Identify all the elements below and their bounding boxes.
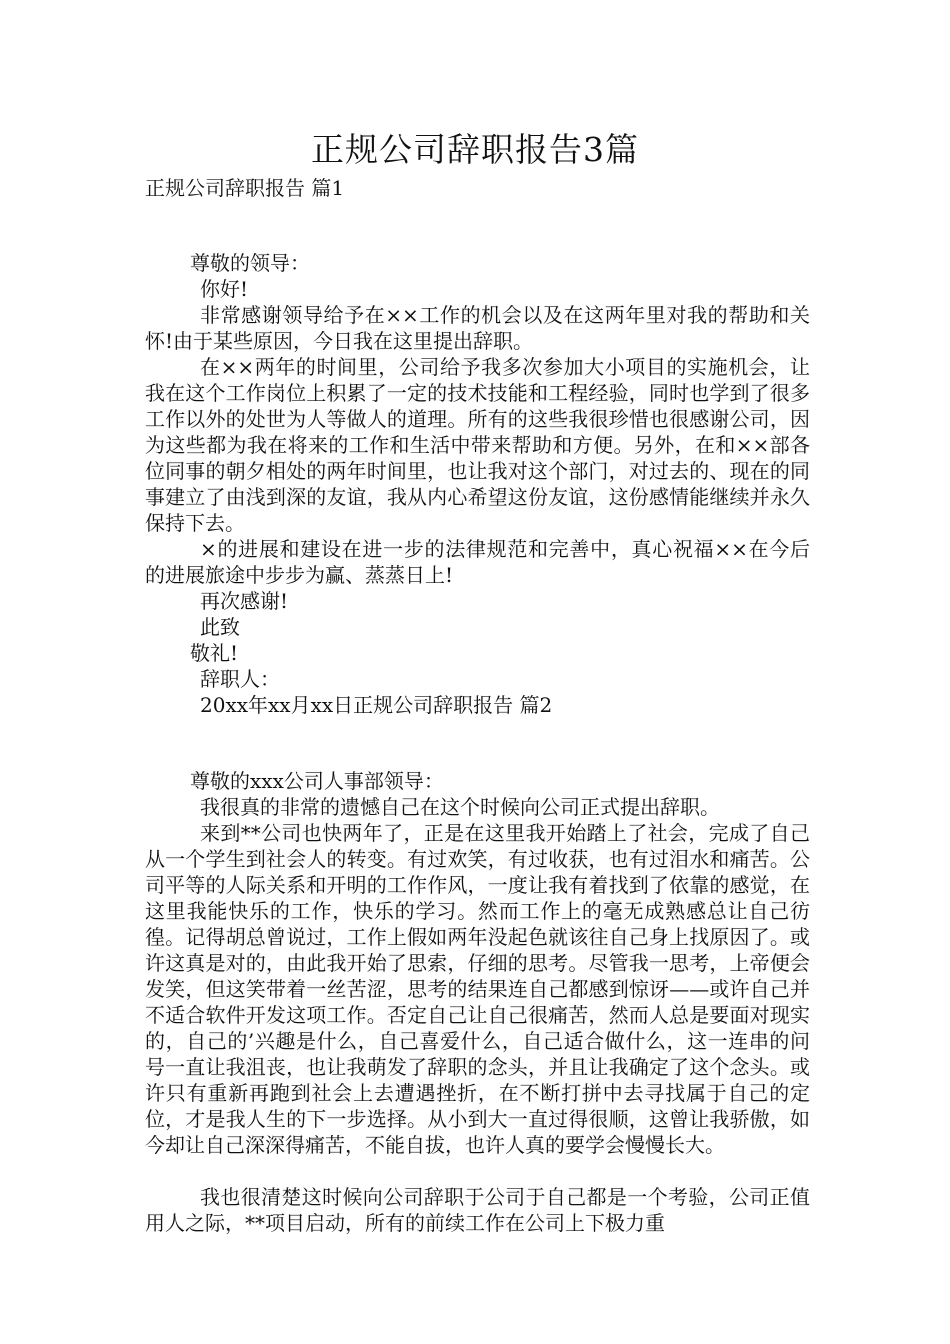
section1-paragraph-1: 非常感谢领导给予在××工作的机会以及在这两年里对我的帮助和关怀!由于某些原因，今日我在这里提出辞职。: [145, 303, 810, 353]
section1-signer: 辞职人：: [200, 667, 280, 691]
section1-greeting: 你好!: [200, 277, 249, 301]
section1-closing-2: 敬礼!: [190, 641, 239, 665]
section2-paragraph-3: 我也很清楚这时候向公司辞职于公司于自己都是一个考验，公司正值用人之际，**项目启动，所有的前续工作在公司上下极力重: [145, 1185, 810, 1235]
section1-heading: 正规公司辞职报告 篇1: [145, 176, 345, 200]
section1-salutation: 尊敬的领导：: [190, 251, 310, 275]
section1-paragraph-3: ×的进展和建设在进一步的法律规范和完善中，真心祝福××在今后的进展旅途中步步为赢、蒸蒸日上!: [145, 537, 810, 587]
section1-paragraph-2: 在××两年的时间里，公司给予我多次参加大小项目的实施机会，让我在这个工作岗位上积累了一定的技术技能和工程经验，同时也学到了很多工作以外的处世为人等做人的道理。所有的这些我很珍惜也很感谢公司，因为这些都为我在将来的工作和生活中带来帮助和方便。另外，在和××部各位同事的朝夕相处的两年时间里，也让我对这个部门，对过去的、现在的同事建立了由浅到深的友谊，我从内心希望这份友谊，这份感情能继续并永久保持下去。: [145, 355, 810, 535]
section2-salutation: 尊敬的xxx公司人事部领导：: [190, 769, 444, 793]
section2-paragraph-1: 我很真的非常的遗憾自己在这个时候向公司正式提出辞职。: [200, 795, 720, 819]
document-title: 正规公司辞职报告3篇: [311, 130, 639, 169]
section1-thanks: 再次感谢!: [200, 589, 289, 613]
section1-date-and-section2-heading: 20xx年xx月xx日正规公司辞职报告 篇2: [200, 693, 553, 717]
section1-closing-1: 此致: [200, 615, 240, 639]
section2-paragraph-2: 来到**公司也快两年了，正是在这里我开始踏上了社会，完成了自己从一个学生到社会人的转变。有过欢笑，有过收获，也有过泪水和痛苦。公司平等的人际关系和开明的工作作风，一度让我有着找到了依靠的感觉，在这里我能快乐的工作，快乐的学习。然而工作上的毫无成熟感总让自己彷徨。记得胡总曾说过，工作上假如两年没起色就该往自己身上找原因了。或许这真是对的，由此我开始了思索，仔细的思考。尽管我一思考，上帝便会发笑，但这笑带着一丝苦涩，思考的结果连自己都感到惊讶——或许自己并不适合软件开发这项工作。否定自己让自己很痛苦，然而人总是要面对现实的，自己的’兴趣是什么，自己喜爱什么，自己适合做什么，这一连串的问号一直让我沮丧，也让我萌发了辞职的念头，并且让我确定了这个念头。或许只有重新再跑到社会上去遭遇挫折，在不断打拼中去寻找属于自己的定位，才是我人生的下一步选择。从小到大一直过得很顺，这曾让我骄傲，如今却让自己深深得痛苦，不能自拔，也许人真的要学会慢慢长大。: [145, 821, 810, 1157]
